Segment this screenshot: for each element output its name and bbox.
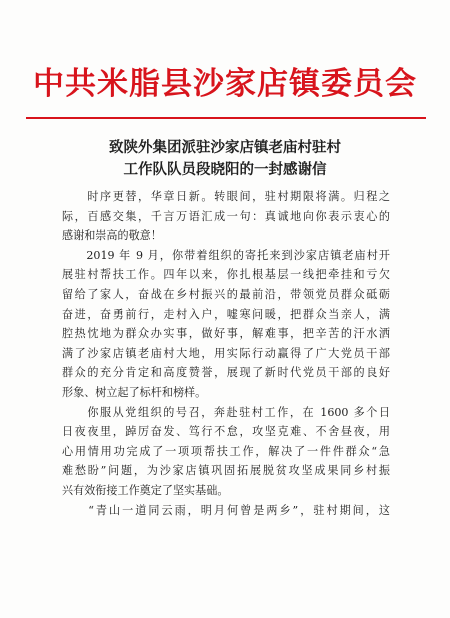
text-line: 展驻村帮扶工作。四年以来，你扎根基层一线把牵挂和亏欠 bbox=[62, 268, 390, 282]
text-line: 难愁盼”问题，为沙家店镇巩固拓展脱贫攻坚成果同乡村振 bbox=[62, 464, 390, 478]
text-line: 满了沙家店镇老庙村大地，用实际行动赢得了广大党员干部 bbox=[62, 346, 390, 360]
text-line: 你服从党组织的号召，奔赴驻村工作，在 1600 多个日 bbox=[62, 405, 390, 419]
letter-body bbox=[62, 187, 390, 520]
paragraph-quote bbox=[62, 501, 390, 521]
text-line: 心用情用功完成了一项项帮扶工作，解决了一件件群众“急 bbox=[62, 444, 390, 458]
text-line: 留给了家人，奋战在乡村振兴的最前沿，带领党员群众砥砺 bbox=[62, 287, 390, 301]
text-line: 形象、树立起了标杆和榜样。 bbox=[62, 385, 207, 399]
paragraph-service bbox=[62, 403, 390, 501]
text-line: 感谢和崇高的敬意！ bbox=[62, 229, 162, 243]
issuer-header: 中共米脂县沙家店镇委员会 bbox=[33, 66, 417, 102]
text-line: 兴有效衔接工作奠定了坚实基础。 bbox=[62, 483, 229, 497]
text-line: 时序更替，华章日新。转眼间，驻村期限将满。归程之 bbox=[62, 190, 390, 203]
text-line: 2019 年 9 月，你带着组织的寄托来到沙家店镇老庙村开 bbox=[62, 248, 390, 262]
text-line: “青山一道同云雨，明月何曾是两乡”，驻村期间，这 bbox=[62, 503, 390, 517]
text-line: 际，百感交集，千言万语汇成一句：真诚地向你表示衷心的 bbox=[62, 209, 390, 223]
document-title-line: 致陕外集团派驻沙家店镇老庙村驻村 bbox=[109, 139, 341, 156]
text-line: 腔热忱地为群众办实事，做好事，解难事，把辛苦的汗水洒 bbox=[62, 327, 390, 341]
text-line: 奋进，奋勇前行，走村入户，嘘寒问暖，把群众当亲人，满 bbox=[62, 307, 390, 321]
text-line: 群众的充分肯定和高度赞誉，展现了新时代党员干部的良好 bbox=[62, 366, 390, 380]
document-title bbox=[0, 137, 450, 181]
paragraph-opening bbox=[62, 187, 390, 246]
text-line: 日夜夜里，踔厉奋发、笃行不怠，攻坚克难、不舍昼夜，用 bbox=[62, 425, 390, 439]
paragraph-arrival bbox=[62, 246, 390, 403]
document-title-line: 工作队队员段晓阳的一封感谢信 bbox=[123, 161, 327, 178]
header-divider bbox=[26, 117, 426, 119]
